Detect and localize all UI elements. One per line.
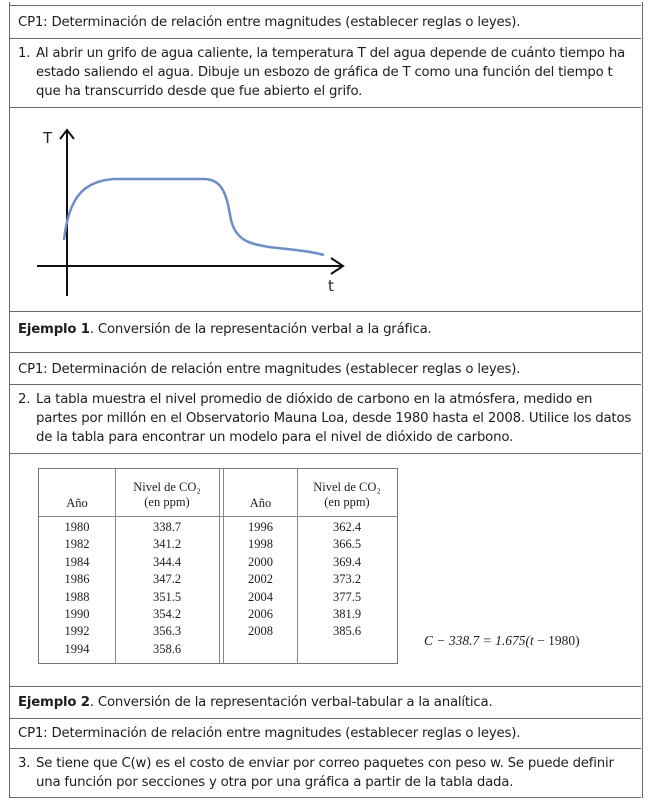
- cp1-header-text: CP1: Determinación de relación entre magnitudes (establecer reglas o leyes).: [18, 362, 521, 377]
- right-years-column: [224, 519, 297, 641]
- equation-lhs: C − 338.7 = 1.675(: [424, 633, 530, 648]
- example-2-label: Ejemplo 2: [18, 695, 90, 710]
- table-cell: 341.2: [152, 537, 182, 552]
- problem-3-line: Se tiene que C(w) es el costo de enviar por correo paquetes con peso w. Se puede definir: [36, 756, 614, 771]
- co2-table-cell: [9, 453, 641, 686]
- example-2-caption: [9, 686, 641, 718]
- table-cell: 2004: [248, 589, 273, 604]
- table-cell: 377.5: [332, 589, 362, 604]
- temperature-sketch-graph: [9, 108, 639, 310]
- table-header-divider: [39, 516, 397, 517]
- temperature-graph-cell: [9, 107, 641, 311]
- table-cell: 2008: [248, 624, 273, 639]
- table-cell: 2002: [248, 572, 273, 587]
- table-cell: 351.5: [152, 589, 182, 604]
- table-cell: 338.7: [152, 520, 182, 534]
- table-cell: 344.4: [152, 554, 182, 569]
- table-cell: 1984: [64, 554, 90, 569]
- problem-1-number: 1.: [18, 46, 31, 61]
- problem-2: [9, 384, 641, 453]
- cp1-header-text: CP1: Determinación de relación entre magnitudes (establecer reglas o leyes).: [18, 726, 521, 741]
- left-years-column: [39, 519, 115, 658]
- table-cell: 356.3: [152, 624, 182, 639]
- table-cell: 347.2: [152, 572, 182, 587]
- problem-1-line: que ha transcurrido desde que fue abierto el grifo.: [36, 84, 363, 99]
- left-values-column: [115, 519, 219, 658]
- problem-2-line: de la tabla para encontrar un modelo para el nivel de dióxido de carbono.: [36, 430, 514, 445]
- problem-3: [9, 748, 641, 798]
- problem-2-number: 2.: [18, 392, 31, 407]
- problem-1: [9, 38, 641, 107]
- table-cell: 1988: [64, 589, 90, 604]
- table-cell: 358.6: [152, 641, 182, 656]
- table-cell: 2000: [248, 554, 273, 569]
- header-level-line2: (en ppm): [144, 495, 190, 509]
- header-level-line1: Nivel de CO₂: [133, 480, 201, 494]
- table-cell: 354.2: [152, 607, 182, 622]
- problem-1-line: estado saliendo el agua. Dibuje un esbozo de gráfica de T como una función del tiempo t: [36, 65, 613, 80]
- problem-2-line: partes por millón en el Observatorio Mauna Loa, desde 1980 hasta el 2008. Utilice los datos: [36, 411, 632, 426]
- table-cell: 1994: [64, 641, 90, 656]
- example-1-label: Ejemplo 1: [18, 322, 90, 337]
- example-1-caption: [9, 311, 641, 352]
- example-1-text: . Conversión de la representación verbal a la gráfica.: [89, 322, 432, 337]
- cp1-header-3: [9, 718, 641, 748]
- table-cell: 1980: [64, 520, 90, 534]
- header-level-right: [297, 480, 397, 510]
- table-cell: 362.4: [332, 520, 362, 534]
- table-cell: 373.2: [332, 572, 362, 587]
- table-cell: 369.4: [332, 554, 362, 569]
- co2-table: [38, 468, 398, 664]
- right-values-column: [297, 519, 397, 641]
- problem-2-line: La tabla muestra el nivel promedio de dióxido de carbono en la atmósfera, medido en: [36, 392, 593, 407]
- example-2-text: . Conversión de la representación verbal-tabular a la analítica.: [89, 695, 493, 710]
- y-axis-label: T: [43, 129, 53, 147]
- table-cell: 1996: [248, 520, 273, 534]
- temperature-curve: [64, 179, 324, 255]
- table-cell: 1990: [64, 607, 90, 622]
- equation-var: t: [529, 633, 534, 648]
- problem-3-number: 3.: [18, 756, 31, 771]
- linear-model-equation: [424, 633, 580, 649]
- equation-rhs: − 1980): [533, 633, 580, 648]
- header-year-right: Año: [249, 496, 272, 510]
- table-cell: 1998: [248, 537, 273, 552]
- table-cell: 1992: [64, 624, 90, 639]
- problem-1-line: Al abrir un grifo de agua caliente, la temperatura T del agua depende de cuánto tiempo ha: [36, 46, 626, 61]
- table-cell: 366.5: [332, 537, 362, 552]
- cp1-header-2: [9, 352, 641, 384]
- cp1-header-text: CP1: Determinación de relación entre magnitudes (establecer reglas o leyes).: [18, 15, 521, 30]
- table-cell: 1982: [64, 537, 90, 552]
- header-year-left: Año: [66, 496, 88, 510]
- cp1-header-1: [9, 5, 641, 38]
- x-axis-label: t: [328, 277, 334, 295]
- table-cell: 2006: [248, 607, 273, 622]
- table-cell: 1986: [64, 572, 90, 587]
- table-cell: 385.6: [332, 624, 362, 639]
- problem-3-line: una función por secciones y otra por una gráfica a partir de la tabla dada.: [36, 775, 514, 790]
- header-level-line2: (en ppm): [324, 495, 370, 509]
- table-cell: 381.9: [332, 607, 362, 622]
- header-level-left: [115, 480, 219, 510]
- header-level-line1: Nivel de CO₂: [313, 480, 381, 494]
